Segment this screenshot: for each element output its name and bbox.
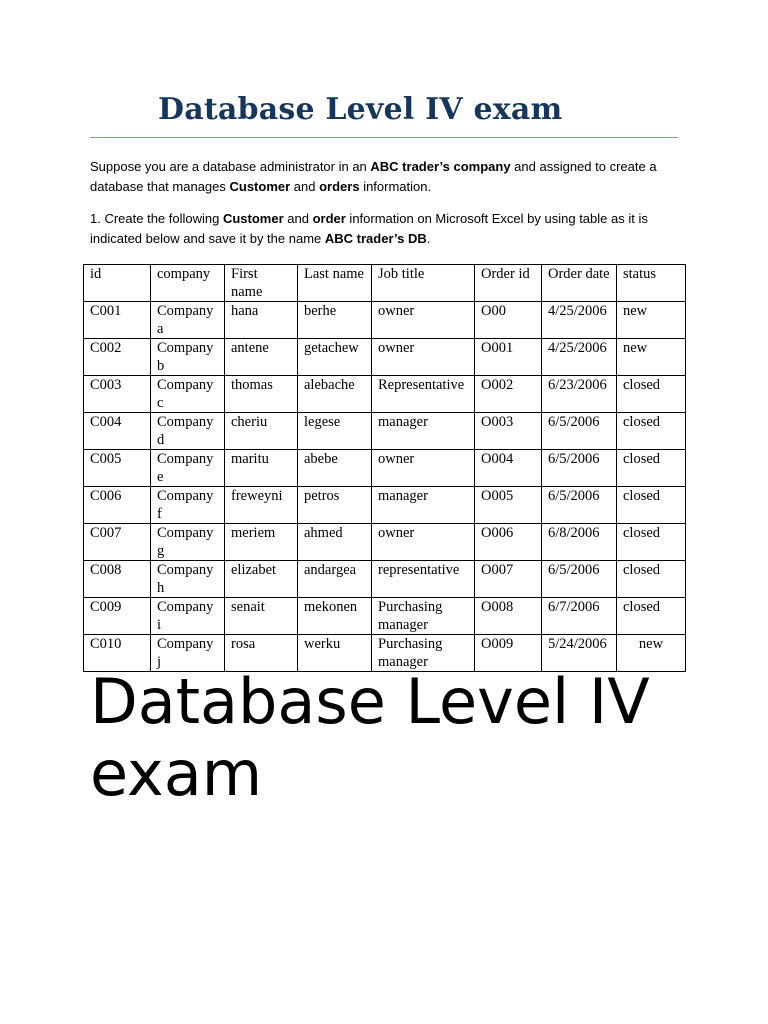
cell-id: C009 bbox=[84, 598, 151, 635]
cell-last-name: andargea bbox=[298, 561, 372, 598]
cell-last-name: petros bbox=[298, 487, 372, 524]
cell-company: Company d bbox=[151, 413, 225, 450]
cell-company: Company j bbox=[151, 635, 225, 672]
cell-order-id: O008 bbox=[475, 598, 542, 635]
cell-order-id: O007 bbox=[475, 561, 542, 598]
cell-id: C001 bbox=[84, 302, 151, 339]
table-row bbox=[84, 450, 686, 487]
cell-id: C006 bbox=[84, 487, 151, 524]
cell-job-title: representative bbox=[372, 561, 475, 598]
cell-first-name: elizabet bbox=[225, 561, 298, 598]
cell-order-date: 6/7/2006 bbox=[542, 598, 617, 635]
intro-paragraph bbox=[90, 157, 680, 197]
cell-order-date: 4/25/2006 bbox=[542, 339, 617, 376]
instruction-bold-db-name: ABC trader’s DB bbox=[324, 231, 427, 246]
table-row bbox=[84, 339, 686, 376]
cell-status: closed bbox=[617, 598, 686, 635]
table-row bbox=[84, 598, 686, 635]
instruction-text-4: . bbox=[426, 231, 431, 246]
cell-status: closed bbox=[617, 561, 686, 598]
cell-order-id: O003 bbox=[475, 413, 542, 450]
header-first-name: First name bbox=[225, 265, 298, 302]
cell-job-title: Representative bbox=[372, 376, 475, 413]
cell-first-name: senait bbox=[225, 598, 298, 635]
cell-status: new bbox=[617, 339, 686, 376]
table-row bbox=[84, 302, 686, 339]
instruction-text-1: 1. Create the following bbox=[90, 211, 223, 226]
title-underline bbox=[90, 137, 678, 138]
cell-order-date: 5/24/2006 bbox=[542, 635, 617, 672]
cell-first-name: meriem bbox=[225, 524, 298, 561]
cell-job-title: owner bbox=[372, 450, 475, 487]
intro-text-1: Suppose you are a database administrator in an bbox=[90, 159, 371, 174]
cell-order-id: O006 bbox=[475, 524, 542, 561]
cell-job-title: Purchasing manager bbox=[372, 598, 475, 635]
table-row bbox=[84, 487, 686, 524]
header-id: id bbox=[84, 265, 151, 302]
cell-company: Company b bbox=[151, 339, 225, 376]
cell-first-name: freweyni bbox=[225, 487, 298, 524]
cell-company: Company a bbox=[151, 302, 225, 339]
cell-first-name: thomas bbox=[225, 376, 298, 413]
cell-job-title: owner bbox=[372, 524, 475, 561]
intro-text-2: and assigned to create a database that manages bbox=[90, 159, 657, 194]
table-row bbox=[84, 413, 686, 450]
large-heading: Database Level IV exam bbox=[90, 665, 650, 810]
intro-text-4: information. bbox=[359, 179, 432, 194]
cell-last-name: berhe bbox=[298, 302, 372, 339]
cell-job-title: manager bbox=[372, 413, 475, 450]
instruction-text-3: information on Microsoft Excel by using table as it is indicated below and save it by the name bbox=[90, 211, 648, 246]
cell-order-id: O001 bbox=[475, 339, 542, 376]
intro-bold-customer: Customer bbox=[229, 179, 291, 194]
cell-company: Company e bbox=[151, 450, 225, 487]
cell-first-name: hana bbox=[225, 302, 298, 339]
cell-first-name: cheriu bbox=[225, 413, 298, 450]
cell-order-date: 4/25/2006 bbox=[542, 302, 617, 339]
cell-status: closed bbox=[617, 376, 686, 413]
header-order-id: Order id bbox=[475, 265, 542, 302]
cell-company: Company g bbox=[151, 524, 225, 561]
cell-status: new bbox=[617, 302, 686, 339]
cell-id: C004 bbox=[84, 413, 151, 450]
cell-id: C005 bbox=[84, 450, 151, 487]
document-title: Database Level IV exam bbox=[158, 92, 563, 127]
cell-id: C010 bbox=[84, 635, 151, 672]
instruction-bold-order: order bbox=[312, 211, 346, 226]
instruction-bold-customer: Customer bbox=[222, 211, 284, 226]
header-job-title: Job title bbox=[372, 265, 475, 302]
cell-status: closed bbox=[617, 487, 686, 524]
header-company: company bbox=[151, 265, 225, 302]
cell-order-date: 6/5/2006 bbox=[542, 450, 617, 487]
cell-company: Company i bbox=[151, 598, 225, 635]
cell-id: C008 bbox=[84, 561, 151, 598]
instruction-paragraph bbox=[90, 209, 680, 249]
cell-job-title: owner bbox=[372, 302, 475, 339]
cell-status: closed bbox=[617, 450, 686, 487]
cell-job-title: manager bbox=[372, 487, 475, 524]
cell-status: closed bbox=[617, 524, 686, 561]
cell-first-name: antene bbox=[225, 339, 298, 376]
cell-first-name: rosa bbox=[225, 635, 298, 672]
table-row bbox=[84, 561, 686, 598]
cell-last-name: mekonen bbox=[298, 598, 372, 635]
cell-job-title: Purchasing manager bbox=[372, 635, 475, 672]
header-order-date: Order date bbox=[542, 265, 617, 302]
table-row bbox=[84, 524, 686, 561]
cell-company: Company h bbox=[151, 561, 225, 598]
cell-order-date: 6/8/2006 bbox=[542, 524, 617, 561]
cell-last-name: legese bbox=[298, 413, 372, 450]
cell-last-name: werku bbox=[298, 635, 372, 672]
cell-status: new bbox=[617, 635, 686, 672]
cell-order-id: O00 bbox=[475, 302, 542, 339]
header-status: status bbox=[617, 265, 686, 302]
cell-company: Company f bbox=[151, 487, 225, 524]
cell-order-date: 6/5/2006 bbox=[542, 561, 617, 598]
cell-order-date: 6/23/2006 bbox=[542, 376, 617, 413]
cell-order-date: 6/5/2006 bbox=[542, 487, 617, 524]
cell-status: closed bbox=[617, 413, 686, 450]
intro-bold-company: ABC trader’s company bbox=[370, 159, 511, 174]
cell-last-name: getachew bbox=[298, 339, 372, 376]
cell-company: Company c bbox=[151, 376, 225, 413]
instruction-text-2: and bbox=[283, 211, 313, 226]
table-row bbox=[84, 376, 686, 413]
intro-bold-orders: orders bbox=[319, 179, 360, 194]
cell-id: C002 bbox=[84, 339, 151, 376]
cell-order-id: O005 bbox=[475, 487, 542, 524]
intro-text-3: and bbox=[290, 179, 320, 194]
cell-last-name: ahmed bbox=[298, 524, 372, 561]
cell-id: C007 bbox=[84, 524, 151, 561]
cell-last-name: alebache bbox=[298, 376, 372, 413]
cell-id: C003 bbox=[84, 376, 151, 413]
cell-order-id: O002 bbox=[475, 376, 542, 413]
table-header-row bbox=[84, 265, 686, 302]
cell-last-name: abebe bbox=[298, 450, 372, 487]
customer-orders-table bbox=[83, 264, 686, 672]
header-last-name: Last name bbox=[298, 265, 372, 302]
cell-job-title: owner bbox=[372, 339, 475, 376]
cell-first-name: maritu bbox=[225, 450, 298, 487]
cell-order-date: 6/5/2006 bbox=[542, 413, 617, 450]
cell-order-id: O004 bbox=[475, 450, 542, 487]
cell-order-id: O009 bbox=[475, 635, 542, 672]
